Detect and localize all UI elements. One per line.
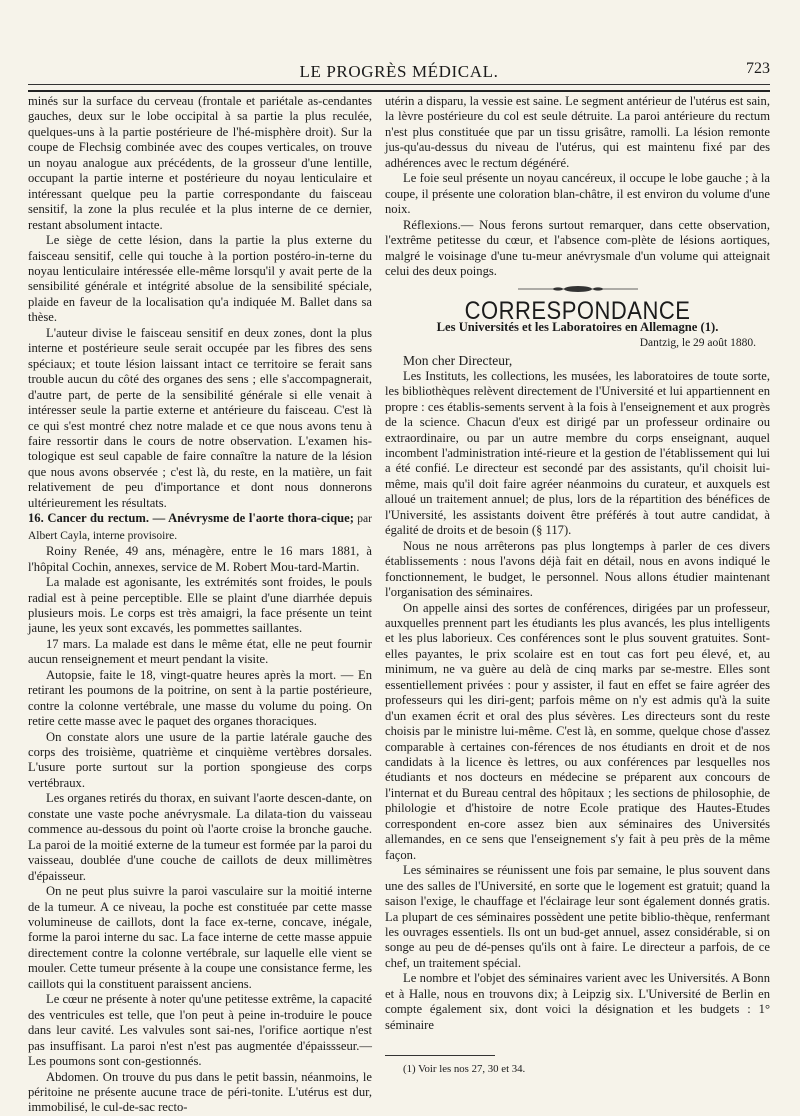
paragraph: Le siège de cette lésion, dans la partie la plus externe du faisceau sensitif, celle qui touche à la portion postéro-in-terne du noyau lenticulaire intéressée elle-même lorsqu'il y avait perte de la sensibilité générale et intégrité absolue de la sensibilité spéciale, plaide en faveur de la localisation qu'a indiquée M. Ballet dans sa thèse.: [28, 233, 372, 325]
paragraph: On appelle ainsi des sortes de conférences, dirigées par un professeur, auxquelles prennent part les étudiants les plus avancés, les plus intelligents et les plus laborieux. Ces conférences sont le plus souvent gratuites. Sont-elles payantes, le prix scolaire est en tout cas fort peu élevé, et, au minimum, ne va guère au delà de cinq marks par se-mestre. Elles sont essentiellement privées : pour y assister, il faut en effet se faire agréer des professeurs qui les diri-gent; parfois même on n'y est admis qu'à la suite d'un examen écrit et oral des plus sévères. Les directeurs sont du reste choisis par le ministre lui-même. C'est là, en somme, quelque chose d'assez comparable à certaines con-férences de nos étudiants en droit et de nos candidats à la licence ès lettres, ou aux conférences par lesquelles nos étudiants et nos docteurs en médecine se préparent aux concours de l'internat et du Bureau central des hôpitaux ; les sections de philosophie, de philologie et d'histoire de notre Ecole pratique des Hautes-Etudes correspondent en-core assez bien aux séminaires des Universités allemandes, en ce sens que l'enseignement s'y fait à peu près de la même façon.: [385, 600, 770, 862]
paragraph: On ne peut plus suivre la paroi vasculaire sur la moitié interne de la tumeur. A ce niveau, la poche est constituée par cette masse volumineuse de caillots, dont la face ex-terne, concave, inégale, forme la paroi interne du sac. La face interne de cette masse appuie directement contre la colonne vertébrale, sur laquelle elle vient se mouler. Cette tumeur présente à la coupe une consistance ferme, les caillots qui la constituent paraissent anciens.: [28, 884, 372, 991]
section-title: 16. Cancer du rectum. — Anévrysme de l'aorte thora-cique;: [28, 511, 354, 526]
header-rule: [28, 84, 770, 92]
dateline: Dantzig, le 29 août 1880.: [639, 336, 756, 349]
section-byline: par Albert Cayla, interne provisoire.: [28, 513, 372, 542]
paragraph: Les organes retirés du thorax, en suivant l'aorte descen-dante, on constate une vaste poche anévrysmale. La dilata-tion du vaisseau commence au-dessous du point où l'aorte croise la bronche gauche. La paroi de la moitié externe de la tumeur est formée par la paroi du vaisseau, doublée d'une couche de caillots de deux millimètres d'épaisseur.: [28, 791, 372, 883]
running-header: [28, 58, 770, 84]
journal-title: LE PROGRÈS MÉDICAL.: [299, 62, 499, 81]
footnote: (1) Voir les nos 27, 30 et 34.: [403, 1063, 526, 1076]
page-number: 723: [746, 60, 770, 77]
paragraph: Les Instituts, les collections, les musées, les laboratoires de toute sorte, les bibliothèques relèvent directement de l'Université et lui appartiennent en propre : ces établis-sements servent à la fois à l'enseignement et aux progrès de la science. Chacun d'eux est dirigé par un professeur ordinaire ou extraordinaire, ou par un autre membre du corps enseignant, auquel incombent l'administration inté-rieure et la gestion de l'établissement qui lui a été confié. Le directeur est secondé par des assistants, qu'il choisit lui-même, mais qu'il doit faire agréer néanmoins du curateur, et auxquels est alloué un traitement annuel; de plus, lors de la répartition des bénéfices de l'Université, les assistants doivent être préférés à tout autre candidat, à égalité de droits et de besoin (§ 117).: [385, 368, 770, 538]
paragraph: 17 mars. La malade est dans le même état, elle ne peut fournir aucun renseignement et meurt pendant la visite.: [28, 636, 372, 667]
paragraph: minés sur la surface du cerveau (frontale et pariétale as-cendantes gauches, deux sur le lobe occipital à sa partie la plus reculée, quelques-uns à la partie postérieure de l'hé-misphère droit). Sur la coupe de Flechsig combinée avec des coupes verticales, on trouve un noyau analogue aux précédents, de la grosseur d'une lentille, occupant la partie interne et postérieure du noyau lenticulaire et intéressant quelque peu la partie correspondante du faisceau sensitif, la zone la plus reculée et la plus interne de ce dernier, restant absolument intacte.: [28, 94, 372, 232]
paragraph: Roiny Renée, 49 ans, ménagère, entre le 16 mars 1881, à l'hôpital Cochin, annexes, service de M. Robert Mou-tard-Martin.: [28, 544, 372, 574]
paragraph: Abdomen. On trouve du pus dans le petit bassin, néanmoins, le péritoine ne présente aucune trace de péri-tonite. L'utérus est dur, immobilisé, le cul-de-sac recto-: [28, 1069, 372, 1115]
left-column: [28, 94, 372, 1116]
right-column: [385, 94, 770, 1078]
paragraph: utérin a disparu, la vessie est saine. Le segment antérieur de l'utérus est sain, la lèvre postérieure du col est seule détruite. La paroi antérieure du rectum n'est plus constituée que par un tissu grisâtre, ramolli. La lésion remonte jus-qu'au-dessus du niveau de l'utérus, qui est maintenu fixé par des adhérences avec le rectum dégénéré.: [385, 94, 770, 170]
article-subtitle: Les Universités et les Laboratoires en Allemagne (1).: [436, 320, 719, 335]
paragraph: Réflexions.— Nous ferons surtout remarquer, dans cette observation, l'extrême petitesse du cœur, et l'absence com-plète de lésions aortiques, malgré le voisinage d'une tu-meur anévrysmale d'un volume qui atteignait celui des deux poings.: [385, 217, 770, 278]
paragraph: La malade est agonisante, les extrémités sont froides, le pouls radial est à peine perceptible. Elle se plaint d'une diarrhée depuis plusieurs mois. Le corps est très amaigri, la face présente un teint jaune, les yeux sont excavés, les pommettes saillantes.: [28, 575, 372, 636]
correspondance-heading: CORRESPONDANCE: [464, 295, 691, 325]
paragraph: Autopsie, faite le 18, vingt-quatre heures après la mort. — En retirant les poumons de la poitrine, on sent à la partie postérieure, contre la colonne vertébrale, une masse du volume du poing. On retire cette masse avec le paquet des organes thoraciques.: [28, 667, 372, 729]
paragraph: Les séminaires se réunissent une fois par semaine, le plus souvent dans une des salles de l'Université, en sorte que le logement est gratuit; quand la saison l'exige, le chauffage et l'éclairage leur sont également donnés gratis. La plupart de ces séminaires possèdent une petite biblio-thèque, renfermant les ouvrages essentiels. Ils ont un bud-get annuel, assez considérable, si on songe au peu de dé-penses qu'ils ont à faire. Le directeur a parfois, de ce chef, un traitement spécial.: [385, 863, 770, 970]
paragraph: On constate alors une usure de la partie latérale gauche des corps des troisième, quatrième et cinquième vertèbres dorsales. L'usure porte surtout sur la portion spongieuse des corps vertébraux.: [28, 729, 372, 790]
salutation: Mon cher Directeur,: [403, 353, 513, 369]
paragraph: L'auteur divise le faisceau sensitif en deux zones, dont la plus interne et postérieure seule serait occupée par les fibres des sens spéciaux; et toute lésion laissant intact ce territoire se ferait sans trouble aucun du côté des organes des sens ; elle s'accompagnerait, d'autre part, de perte de la sensibilité générale si elle venait à intéresser seule la partie externe et antérieure du faisceau. C'est là ce qui s'est montré chez notre malade et ce que nous avons tenu à faire ressortir dans le cours de notre observation. L'examen his-tologique est seul capable de faire connaître la nature de la lésion que nous avons observée ; c'est là, du reste, en la matière, un fait relativement de peu d'importance et dont nous donnerons ultérieurement les résultats.: [28, 325, 372, 510]
section-heading: [28, 511, 372, 544]
paragraph: Le cœur ne présente à noter qu'une petitesse extrême, la capacité des ventricules est telle, que l'on peut à peine in-troduire le pouce dans leur cavité. Les valvules sont sai-nes, l'orifice aortique n'est pas insuffisant. La paroi n'est n'est pas augmentée d'épaissseur.— Les poumons sont con-gestionnés.: [28, 992, 372, 1069]
footnote-rule: [385, 1055, 495, 1056]
paragraph: Nous ne nous arrêterons pas plus longtemps à parler de ces divers établissements : nous l'avons déjà fait en détail, nous en avons indiqué le fonctionnement, le budget, le personnel. Nous allons étudier maintenant l'organisation des séminaires.: [385, 538, 770, 600]
paragraph: Le foie seul présente un noyau cancéreux, il occupe le lobe gauche ; à la coupe, il présente une coloration blan-châtre, il est environ du volume d'une noix.: [385, 171, 770, 217]
paragraph: Le nombre et l'objet des séminaires varient avec les Universités. A Bonn et à Halle, nous en trouvons dix; à Leipzig six. L'Université de Berlin en compte également six, dont voici la désignation et les budgets : 1° séminaire: [385, 971, 770, 1032]
